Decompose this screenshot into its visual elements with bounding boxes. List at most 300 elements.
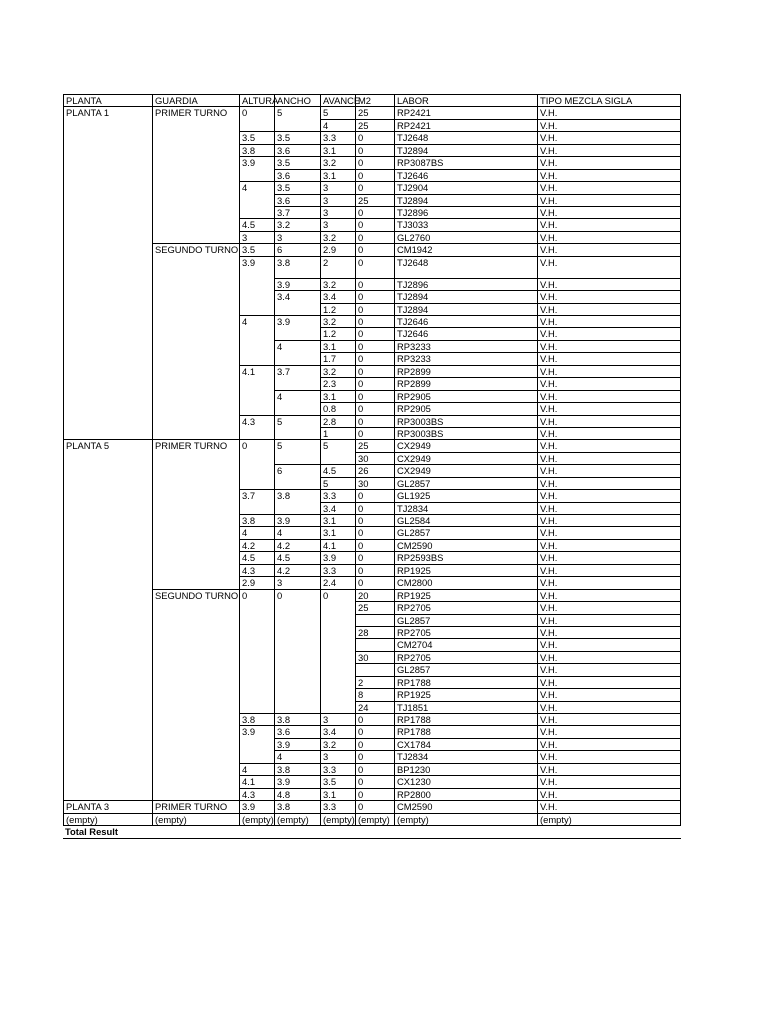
cell-ancho[interactable] <box>274 639 320 651</box>
cell-planta[interactable]: (empty) <box>63 814 152 826</box>
header-cell-planta[interactable]: PLANTA <box>63 95 152 107</box>
cell-planta[interactable] <box>63 751 152 763</box>
header-cell-altura[interactable]: ALTURA <box>239 95 274 107</box>
cell-ancho[interactable] <box>274 478 320 490</box>
cell-altura[interactable]: 4 <box>239 182 274 194</box>
cell-ancho[interactable]: 3.8 <box>274 490 320 502</box>
cell-avance[interactable]: 4 <box>320 120 355 132</box>
cell-avance[interactable] <box>320 702 355 714</box>
cell-labor[interactable]: CX2949 <box>394 453 537 465</box>
cell-labor[interactable]: RP1925 <box>394 590 537 602</box>
cell-m2[interactable]: 0 <box>355 391 394 403</box>
cell-guardia[interactable] <box>152 207 239 219</box>
cell-planta[interactable] <box>63 145 152 157</box>
cell-ancho[interactable]: 6 <box>274 465 320 477</box>
cell-altura[interactable] <box>239 207 274 219</box>
cell-planta[interactable] <box>63 478 152 490</box>
cell-altura[interactable]: 3.8 <box>239 515 274 527</box>
cell-altura[interactable]: 4 <box>239 527 274 539</box>
cell-altura[interactable]: 0 <box>239 440 274 452</box>
header-cell-ancho[interactable]: ANCHO <box>274 95 320 107</box>
cell-planta[interactable] <box>63 677 152 689</box>
cell-labor[interactable]: TJ2894 <box>394 145 537 157</box>
cell-altura[interactable] <box>239 353 274 365</box>
cell-avance[interactable]: 3.4 <box>320 503 355 515</box>
cell-planta[interactable]: PLANTA 3 <box>63 801 152 813</box>
cell-guardia[interactable] <box>152 157 239 169</box>
cell-m2[interactable]: 0 <box>355 316 394 328</box>
cell-m2[interactable]: 0 <box>355 219 394 231</box>
cell-tipo-mezcla-sigla[interactable]: V.H. <box>537 627 681 639</box>
cell-tipo-mezcla-sigla[interactable]: V.H. <box>537 244 681 256</box>
cell-tipo-mezcla-sigla[interactable]: V.H. <box>537 107 681 119</box>
cell-avance[interactable]: 3.3 <box>320 764 355 776</box>
cell-m2[interactable]: 0 <box>355 279 394 291</box>
cell-avance[interactable]: 3 <box>320 207 355 219</box>
cell-tipo-mezcla-sigla[interactable]: V.H. <box>537 120 681 132</box>
cell-altura[interactable] <box>239 195 274 207</box>
cell-avance[interactable]: 3.3 <box>320 565 355 577</box>
cell-ancho[interactable]: 3 <box>274 232 320 244</box>
cell-avance[interactable] <box>320 639 355 651</box>
cell-altura[interactable] <box>239 465 274 477</box>
cell-tipo-mezcla-sigla[interactable]: V.H. <box>537 219 681 231</box>
cell-ancho[interactable]: 3.4 <box>274 291 320 303</box>
header-cell-m2[interactable]: M2 <box>355 95 394 107</box>
header-cell-labor[interactable]: LABOR <box>394 95 537 107</box>
cell-ancho[interactable]: 4 <box>274 341 320 353</box>
cell-planta[interactable] <box>63 714 152 726</box>
cell-planta[interactable] <box>63 132 152 144</box>
cell-tipo-mezcla-sigla[interactable]: V.H. <box>537 789 681 801</box>
cell-altura[interactable] <box>239 403 274 415</box>
cell-labor[interactable]: RP2705 <box>394 652 537 664</box>
header-cell-tipo-mezcla-sigla[interactable]: TIPO MEZCLA SIGLA <box>537 95 681 107</box>
cell-guardia[interactable] <box>152 403 239 415</box>
cell-planta[interactable] <box>63 182 152 194</box>
cell-avance[interactable]: 3.9 <box>320 552 355 564</box>
cell-tipo-mezcla-sigla[interactable]: V.H. <box>537 291 681 303</box>
cell-m2[interactable]: 0 <box>355 764 394 776</box>
cell-altura[interactable]: 0 <box>239 590 274 602</box>
cell-labor[interactable]: TJ2896 <box>394 279 537 291</box>
cell-altura[interactable]: 2.9 <box>239 577 274 589</box>
cell-guardia[interactable] <box>152 639 239 651</box>
cell-labor[interactable]: TJ2894 <box>394 291 537 303</box>
cell-guardia[interactable] <box>152 182 239 194</box>
cell-tipo-mezcla-sigla[interactable]: V.H. <box>537 565 681 577</box>
cell-altura[interactable] <box>239 453 274 465</box>
cell-avance[interactable] <box>320 602 355 614</box>
cell-labor[interactable]: TJ1851 <box>394 702 537 714</box>
cell-ancho[interactable]: 3.8 <box>274 714 320 726</box>
cell-tipo-mezcla-sigla[interactable]: V.H. <box>537 465 681 477</box>
cell-avance[interactable]: 3.1 <box>320 515 355 527</box>
cell-labor[interactable]: CX2949 <box>394 465 537 477</box>
cell-avance[interactable]: 3.1 <box>320 170 355 182</box>
cell-altura[interactable] <box>239 304 274 316</box>
cell-m2[interactable]: 0 <box>355 378 394 390</box>
cell-ancho[interactable]: 4 <box>274 391 320 403</box>
cell-labor[interactable]: RP2421 <box>394 107 537 119</box>
cell-guardia[interactable] <box>152 478 239 490</box>
cell-planta[interactable] <box>63 540 152 552</box>
total-result-label[interactable]: Total Result <box>65 825 118 837</box>
cell-tipo-mezcla-sigla[interactable]: V.H. <box>537 764 681 776</box>
cell-guardia[interactable] <box>152 257 239 279</box>
cell-avance[interactable]: 5 <box>320 107 355 119</box>
cell-ancho[interactable] <box>274 677 320 689</box>
cell-m2[interactable]: 0 <box>355 291 394 303</box>
cell-m2[interactable]: 0 <box>355 428 394 440</box>
cell-labor[interactable]: RP2705 <box>394 602 537 614</box>
cell-guardia[interactable] <box>152 391 239 403</box>
cell-ancho[interactable]: 3.6 <box>274 145 320 157</box>
cell-planta[interactable] <box>63 428 152 440</box>
cell-m2[interactable]: 0 <box>355 515 394 527</box>
cell-m2[interactable]: 0 <box>355 776 394 788</box>
cell-m2[interactable]: 20 <box>355 590 394 602</box>
cell-planta[interactable] <box>63 789 152 801</box>
cell-planta[interactable] <box>63 702 152 714</box>
cell-planta[interactable] <box>63 590 152 602</box>
cell-m2[interactable]: 0 <box>355 353 394 365</box>
cell-labor[interactable]: CM2800 <box>394 577 537 589</box>
cell-m2[interactable]: 0 <box>355 739 394 751</box>
cell-planta[interactable] <box>63 244 152 256</box>
cell-planta[interactable] <box>63 378 152 390</box>
cell-ancho[interactable]: 4.5 <box>274 552 320 564</box>
cell-avance[interactable]: 5 <box>320 440 355 452</box>
cell-tipo-mezcla-sigla[interactable]: V.H. <box>537 677 681 689</box>
cell-tipo-mezcla-sigla[interactable]: (empty) <box>537 814 681 826</box>
cell-guardia[interactable]: PRIMER TURNO <box>152 440 239 452</box>
cell-ancho[interactable]: 5 <box>274 440 320 452</box>
cell-labor[interactable]: GL2857 <box>394 615 537 627</box>
cell-tipo-mezcla-sigla[interactable]: V.H. <box>537 403 681 415</box>
cell-tipo-mezcla-sigla[interactable]: V.H. <box>537 170 681 182</box>
cell-tipo-mezcla-sigla[interactable]: V.H. <box>537 503 681 515</box>
cell-m2[interactable]: 0 <box>355 540 394 552</box>
cell-ancho[interactable]: (empty) <box>274 814 320 826</box>
cell-labor[interactable]: GL2857 <box>394 527 537 539</box>
cell-ancho[interactable] <box>274 689 320 701</box>
cell-tipo-mezcla-sigla[interactable]: V.H. <box>537 391 681 403</box>
cell-altura[interactable]: 3.8 <box>239 714 274 726</box>
cell-altura[interactable]: 4.3 <box>239 565 274 577</box>
cell-avance[interactable] <box>320 615 355 627</box>
cell-avance[interactable]: 3.2 <box>320 739 355 751</box>
cell-ancho[interactable]: 3.9 <box>274 515 320 527</box>
cell-guardia[interactable]: SEGUNDO TURNO <box>152 590 239 602</box>
cell-m2[interactable]: 0 <box>355 552 394 564</box>
cell-ancho[interactable]: 3.7 <box>274 207 320 219</box>
cell-guardia[interactable] <box>152 291 239 303</box>
cell-labor[interactable]: RP1925 <box>394 689 537 701</box>
cell-planta[interactable] <box>63 565 152 577</box>
cell-ancho[interactable]: 4.2 <box>274 565 320 577</box>
cell-labor[interactable]: TJ2648 <box>394 257 537 279</box>
cell-guardia[interactable] <box>152 751 239 763</box>
cell-ancho[interactable]: 3.9 <box>274 279 320 291</box>
cell-ancho[interactable]: 4.8 <box>274 789 320 801</box>
cell-guardia[interactable] <box>152 515 239 527</box>
cell-avance[interactable]: 3.4 <box>320 726 355 738</box>
cell-guardia[interactable] <box>152 615 239 627</box>
cell-m2[interactable]: 0 <box>355 527 394 539</box>
cell-ancho[interactable] <box>274 428 320 440</box>
cell-tipo-mezcla-sigla[interactable]: V.H. <box>537 726 681 738</box>
cell-altura[interactable] <box>239 689 274 701</box>
header-cell-avance[interactable]: AVANCE <box>320 95 355 107</box>
cell-tipo-mezcla-sigla[interactable]: V.H. <box>537 702 681 714</box>
cell-avance[interactable] <box>320 453 355 465</box>
cell-m2[interactable]: 0 <box>355 328 394 340</box>
cell-planta[interactable] <box>63 366 152 378</box>
cell-ancho[interactable] <box>274 602 320 614</box>
cell-ancho[interactable]: 3.6 <box>274 195 320 207</box>
cell-ancho[interactable]: 3.2 <box>274 219 320 231</box>
cell-tipo-mezcla-sigla[interactable]: V.H. <box>537 353 681 365</box>
cell-tipo-mezcla-sigla[interactable]: V.H. <box>537 304 681 316</box>
cell-tipo-mezcla-sigla[interactable]: V.H. <box>537 739 681 751</box>
cell-planta[interactable] <box>63 316 152 328</box>
cell-ancho[interactable]: 3.5 <box>274 132 320 144</box>
cell-tipo-mezcla-sigla[interactable]: V.H. <box>537 490 681 502</box>
cell-ancho[interactable] <box>274 120 320 132</box>
cell-tipo-mezcla-sigla[interactable]: V.H. <box>537 602 681 614</box>
cell-ancho[interactable]: 3.9 <box>274 776 320 788</box>
cell-planta[interactable] <box>63 602 152 614</box>
cell-avance[interactable] <box>320 652 355 664</box>
cell-labor[interactable]: TJ2896 <box>394 207 537 219</box>
cell-ancho[interactable]: 4.2 <box>274 540 320 552</box>
cell-labor[interactable]: CX1230 <box>394 776 537 788</box>
cell-labor[interactable]: RP2905 <box>394 391 537 403</box>
cell-avance[interactable]: 2.3 <box>320 378 355 390</box>
cell-planta[interactable] <box>63 391 152 403</box>
cell-planta[interactable] <box>63 664 152 676</box>
cell-labor[interactable]: GL1925 <box>394 490 537 502</box>
cell-guardia[interactable] <box>152 366 239 378</box>
cell-m2[interactable]: 25 <box>355 195 394 207</box>
cell-guardia[interactable]: (empty) <box>152 814 239 826</box>
cell-guardia[interactable] <box>152 776 239 788</box>
cell-avance[interactable]: 4.5 <box>320 465 355 477</box>
cell-guardia[interactable] <box>152 353 239 365</box>
cell-labor[interactable]: (empty) <box>394 814 537 826</box>
cell-m2[interactable]: 25 <box>355 440 394 452</box>
cell-m2[interactable]: (empty) <box>355 814 394 826</box>
cell-tipo-mezcla-sigla[interactable]: V.H. <box>537 776 681 788</box>
cell-tipo-mezcla-sigla[interactable]: V.H. <box>537 515 681 527</box>
cell-avance[interactable]: 2.8 <box>320 416 355 428</box>
cell-tipo-mezcla-sigla[interactable]: V.H. <box>537 714 681 726</box>
cell-avance[interactable]: 1.2 <box>320 328 355 340</box>
cell-ancho[interactable]: 3.6 <box>274 170 320 182</box>
cell-planta[interactable] <box>63 627 152 639</box>
cell-altura[interactable]: 3.9 <box>239 157 274 169</box>
cell-altura[interactable]: 4 <box>239 316 274 328</box>
cell-m2[interactable]: 26 <box>355 465 394 477</box>
cell-labor[interactable]: BP1230 <box>394 764 537 776</box>
cell-labor[interactable]: RP3087BS <box>394 157 537 169</box>
cell-altura[interactable]: 3.7 <box>239 490 274 502</box>
cell-avance[interactable]: 2 <box>320 257 355 279</box>
cell-tipo-mezcla-sigla[interactable]: V.H. <box>537 145 681 157</box>
cell-guardia[interactable] <box>152 552 239 564</box>
cell-planta[interactable] <box>63 195 152 207</box>
cell-labor[interactable]: RP2800 <box>394 789 537 801</box>
cell-m2[interactable]: 0 <box>355 789 394 801</box>
cell-altura[interactable] <box>239 615 274 627</box>
cell-m2[interactable]: 0 <box>355 503 394 515</box>
cell-avance[interactable]: 3.3 <box>320 490 355 502</box>
cell-guardia[interactable] <box>152 789 239 801</box>
cell-guardia[interactable] <box>152 577 239 589</box>
cell-avance[interactable]: 2.9 <box>320 244 355 256</box>
cell-tipo-mezcla-sigla[interactable]: V.H. <box>537 639 681 651</box>
cell-guardia[interactable] <box>152 316 239 328</box>
cell-labor[interactable]: CM2590 <box>394 801 537 813</box>
cell-avance[interactable]: 3.5 <box>320 776 355 788</box>
cell-planta[interactable] <box>63 257 152 279</box>
cell-m2[interactable]: 25 <box>355 602 394 614</box>
cell-avance[interactable]: 0.8 <box>320 403 355 415</box>
cell-planta[interactable] <box>63 552 152 564</box>
cell-labor[interactable]: RP2705 <box>394 627 537 639</box>
cell-altura[interactable] <box>239 602 274 614</box>
cell-planta[interactable] <box>63 291 152 303</box>
cell-planta[interactable] <box>63 527 152 539</box>
cell-altura[interactable] <box>239 328 274 340</box>
cell-avance[interactable] <box>320 664 355 676</box>
cell-tipo-mezcla-sigla[interactable]: V.H. <box>537 664 681 676</box>
cell-m2[interactable]: 0 <box>355 257 394 279</box>
cell-planta[interactable] <box>63 515 152 527</box>
cell-altura[interactable] <box>239 341 274 353</box>
cell-guardia[interactable] <box>152 739 239 751</box>
cell-guardia[interactable]: PRIMER TURNO <box>152 107 239 119</box>
cell-planta[interactable] <box>63 353 152 365</box>
cell-labor[interactable]: RP2905 <box>394 403 537 415</box>
cell-ancho[interactable]: 3.5 <box>274 182 320 194</box>
cell-m2[interactable]: 0 <box>355 145 394 157</box>
cell-labor[interactable]: GL2584 <box>394 515 537 527</box>
cell-tipo-mezcla-sigla[interactable]: V.H. <box>537 689 681 701</box>
cell-labor[interactable]: TJ2904 <box>394 182 537 194</box>
cell-altura[interactable] <box>239 170 274 182</box>
cell-tipo-mezcla-sigla[interactable]: V.H. <box>537 590 681 602</box>
cell-altura[interactable] <box>239 478 274 490</box>
cell-planta[interactable] <box>63 726 152 738</box>
cell-altura[interactable]: 0 <box>239 107 274 119</box>
cell-avance[interactable]: 5 <box>320 478 355 490</box>
cell-ancho[interactable] <box>274 304 320 316</box>
cell-labor[interactable]: TJ2648 <box>394 132 537 144</box>
cell-avance[interactable]: 1.7 <box>320 353 355 365</box>
cell-guardia[interactable] <box>152 145 239 157</box>
cell-altura[interactable]: 3.9 <box>239 801 274 813</box>
cell-avance[interactable] <box>320 689 355 701</box>
cell-ancho[interactable]: 4 <box>274 751 320 763</box>
cell-labor[interactable]: RP2593BS <box>394 552 537 564</box>
cell-avance[interactable] <box>320 627 355 639</box>
cell-tipo-mezcla-sigla[interactable]: V.H. <box>537 453 681 465</box>
cell-guardia[interactable] <box>152 602 239 614</box>
cell-altura[interactable] <box>239 291 274 303</box>
cell-ancho[interactable]: 3.8 <box>274 764 320 776</box>
cell-m2[interactable]: 0 <box>355 244 394 256</box>
cell-m2[interactable]: 0 <box>355 132 394 144</box>
cell-labor[interactable]: RP2899 <box>394 366 537 378</box>
header-cell-guardia[interactable]: GUARDIA <box>152 95 239 107</box>
cell-guardia[interactable] <box>152 627 239 639</box>
cell-avance[interactable]: (empty) <box>320 814 355 826</box>
cell-avance[interactable]: 3.2 <box>320 232 355 244</box>
cell-guardia[interactable] <box>152 702 239 714</box>
cell-avance[interactable]: 3.3 <box>320 132 355 144</box>
cell-guardia[interactable] <box>152 279 239 291</box>
cell-avance[interactable]: 3.2 <box>320 279 355 291</box>
cell-labor[interactable]: RP1788 <box>394 714 537 726</box>
cell-tipo-mezcla-sigla[interactable]: V.H. <box>537 615 681 627</box>
cell-altura[interactable]: 3.5 <box>239 244 274 256</box>
cell-altura[interactable] <box>239 677 274 689</box>
cell-planta[interactable] <box>63 764 152 776</box>
cell-labor[interactable]: RP3233 <box>394 341 537 353</box>
cell-guardia[interactable] <box>152 304 239 316</box>
cell-guardia[interactable] <box>152 527 239 539</box>
cell-guardia[interactable] <box>152 428 239 440</box>
cell-planta[interactable]: PLANTA 5 <box>63 440 152 452</box>
cell-tipo-mezcla-sigla[interactable]: V.H. <box>537 378 681 390</box>
cell-labor[interactable]: GL2760 <box>394 232 537 244</box>
cell-labor[interactable]: TJ2646 <box>394 316 537 328</box>
cell-m2[interactable]: 30 <box>355 453 394 465</box>
cell-tipo-mezcla-sigla[interactable]: V.H. <box>537 527 681 539</box>
cell-altura[interactable]: 4.5 <box>239 219 274 231</box>
cell-altura[interactable] <box>239 664 274 676</box>
cell-ancho[interactable]: 3.9 <box>274 316 320 328</box>
cell-m2[interactable]: 0 <box>355 490 394 502</box>
cell-ancho[interactable] <box>274 328 320 340</box>
cell-planta[interactable] <box>63 689 152 701</box>
cell-tipo-mezcla-sigla[interactable]: V.H. <box>537 416 681 428</box>
cell-avance[interactable]: 4.1 <box>320 540 355 552</box>
cell-guardia[interactable] <box>152 219 239 231</box>
cell-m2[interactable]: 0 <box>355 714 394 726</box>
cell-altura[interactable] <box>239 503 274 515</box>
cell-ancho[interactable] <box>274 503 320 515</box>
cell-planta[interactable] <box>63 490 152 502</box>
cell-planta[interactable] <box>63 328 152 340</box>
cell-tipo-mezcla-sigla[interactable]: V.H. <box>537 366 681 378</box>
cell-m2[interactable]: 0 <box>355 304 394 316</box>
cell-avance[interactable]: 3 <box>320 195 355 207</box>
cell-avance[interactable] <box>320 677 355 689</box>
cell-labor[interactable]: RP3003BS <box>394 428 537 440</box>
cell-m2[interactable]: 0 <box>355 182 394 194</box>
cell-m2[interactable]: 0 <box>355 366 394 378</box>
cell-planta[interactable] <box>63 776 152 788</box>
cell-labor[interactable]: RP2421 <box>394 120 537 132</box>
cell-altura[interactable]: 4.3 <box>239 789 274 801</box>
cell-tipo-mezcla-sigla[interactable]: V.H. <box>537 328 681 340</box>
cell-guardia[interactable] <box>152 416 239 428</box>
cell-altura[interactable]: 3.8 <box>239 145 274 157</box>
cell-guardia[interactable] <box>152 465 239 477</box>
